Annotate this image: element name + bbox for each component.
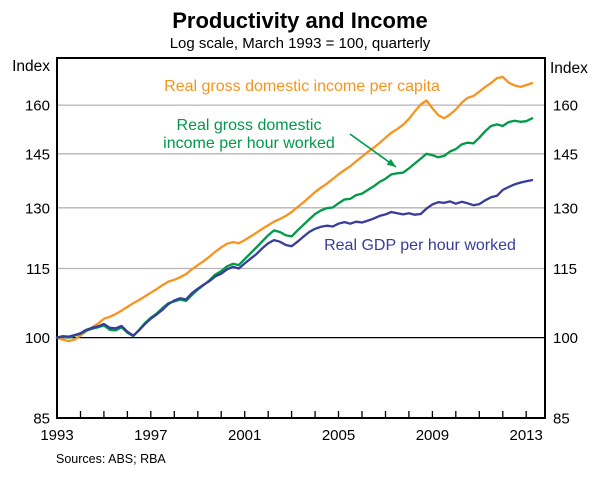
x-tick-label: 1997 — [134, 427, 168, 444]
y-tick-label-right: 160 — [553, 97, 579, 115]
x-tick-label: 2005 — [321, 427, 356, 444]
series-label-orange: Real gross domestic income per capita — [164, 78, 440, 95]
y-axis-unit-left: Index — [12, 58, 50, 75]
x-tick-label: 1993 — [40, 427, 74, 444]
y-axis-unit-right: Index — [550, 60, 588, 77]
y-tick-label-left: 115 — [26, 261, 50, 278]
y-tick-label-right: 115 — [553, 261, 577, 278]
y-tick-label-right: 100 — [553, 330, 579, 348]
x-tick-label: 2013 — [509, 427, 543, 444]
y-tick-label-left: 145 — [24, 146, 50, 164]
series-line-blue — [57, 180, 532, 338]
x-tick-label: 2009 — [415, 427, 450, 444]
y-tick-label-right: 145 — [553, 146, 579, 164]
y-tick-label-left: 100 — [24, 330, 50, 348]
y-tick-label-left: 130 — [24, 200, 50, 218]
chart-title: Productivity and Income — [172, 8, 428, 33]
y-tick-label-right: 130 — [553, 200, 579, 218]
sources-note: Sources: ABS; RBA — [56, 452, 166, 466]
chart-subtitle: Log scale, March 1993 = 100, quarterly — [169, 35, 431, 52]
y-tick-label-left: 160 — [24, 97, 50, 115]
annotation-arrowhead — [387, 159, 396, 167]
series-label-blue: Real GDP per hour worked — [324, 237, 516, 254]
series-label-green: Real gross domestic — [176, 117, 322, 134]
y-tick-label-left: 85 — [33, 410, 50, 428]
series-label-green: income per hour worked — [163, 135, 335, 152]
x-tick-label: 2001 — [228, 427, 262, 444]
y-tick-label-right: 85 — [553, 410, 570, 428]
